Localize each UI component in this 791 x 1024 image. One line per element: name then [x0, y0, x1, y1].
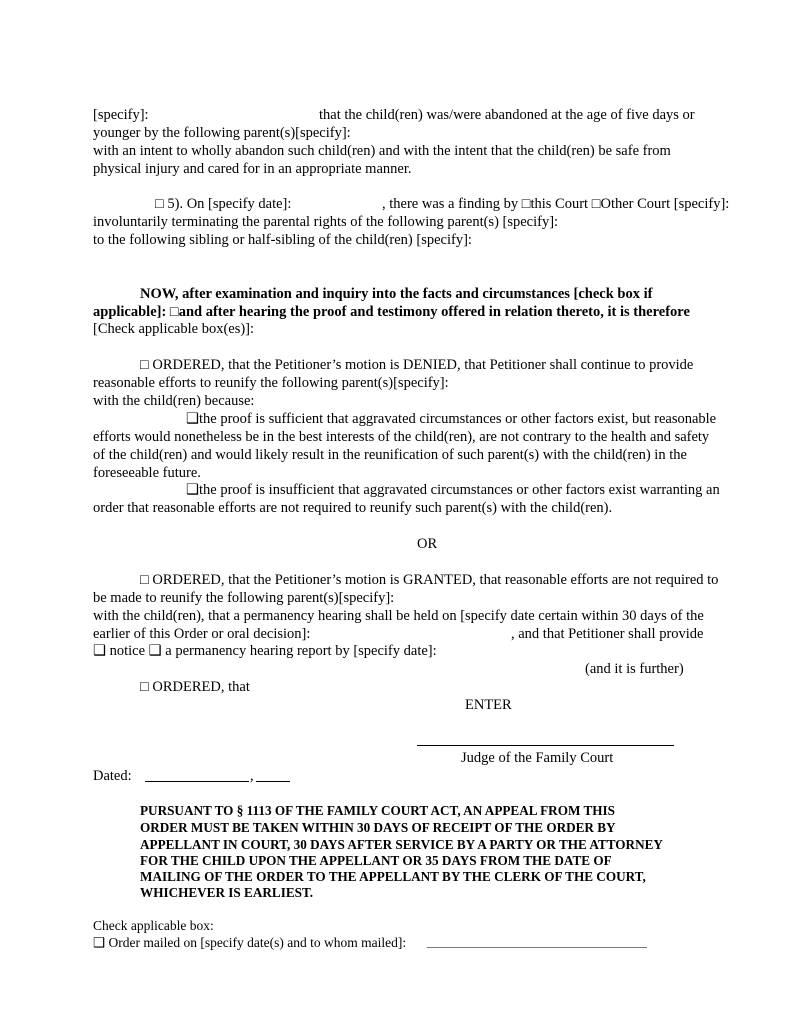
- order-mailed-field[interactable]: [427, 947, 647, 948]
- text-line: , and that Petitioner shall provide: [511, 626, 704, 642]
- specify-label: [specify]:: [93, 107, 149, 123]
- ordered-denied-checkbox[interactable]: □ ORDERED, that the Petitioner’s motion is DENIED, that Petitioner shall continue to provide: [140, 357, 694, 373]
- enter-label: ENTER: [465, 697, 512, 713]
- abandoned-clause: that the child(ren) was/were abandoned at the age of five days or: [319, 107, 695, 123]
- check-applicable-box-label: Check applicable box:: [93, 918, 214, 933]
- judge-signature-line[interactable]: [417, 745, 674, 746]
- text-line: to the following sibling or half-sibling of the child(ren) [specify]:: [93, 232, 472, 248]
- dated-month-day-field[interactable]: [145, 781, 249, 782]
- and-it-is-further: (and it is further): [585, 661, 684, 677]
- dated-comma: ,: [250, 768, 254, 784]
- finding-court-options[interactable]: , there was a finding by □this Court □Other Court [specify]:: [382, 196, 730, 212]
- appeal-notice-line: PURSUANT TO § 1113 OF THE FAMILY COURT ACT, AN APPEAL FROM THIS: [140, 803, 615, 818]
- appeal-notice-line: WHICHEVER IS EARLIEST.: [140, 885, 314, 900]
- finding-date-checkbox-label[interactable]: □ 5). On [specify date]:: [155, 196, 292, 212]
- appeal-notice-line: FOR THE CHILD UPON THE APPELLANT OR 35 DAYS FROM THE DATE OF: [140, 853, 612, 868]
- judge-title: Judge of the Family Court: [461, 750, 614, 766]
- notice-report-checkboxes[interactable]: ❑ notice ❑ a permanency hearing report by [specify date]:: [93, 643, 437, 659]
- text-line: physical injury and cared for in an appropriate manner.: [93, 161, 412, 177]
- appeal-notice-line: APPELLANT IN COURT, 30 DAYS AFTER SERVICE BY A PARTY OR THE ATTORNEY: [140, 837, 663, 852]
- or-separator: OR: [417, 536, 438, 552]
- text-line: involuntarily terminating the parental rights of the following parent(s) [specify]:: [93, 214, 559, 230]
- text-line: of the child(ren) and would likely result in the reunification of such parent(s) with the child(ren) in the: [93, 447, 687, 463]
- order-mailed-checkbox[interactable]: ❑ Order mailed on [specify date(s) and to whom mailed]:: [93, 935, 407, 950]
- text-line: with the child(ren) because:: [93, 393, 255, 409]
- proof-insufficient-checkbox[interactable]: ❑the proof is insufficient that aggravated circumstances or other factors exist warranting an: [186, 482, 720, 498]
- appeal-notice-line: MAILING OF THE ORDER TO THE APPELLANT BY THE CLERK OF THE COURT,: [140, 869, 646, 884]
- dated-year-field[interactable]: [256, 781, 290, 782]
- text-line: with an intent to wholly abandon such child(ren) and with the intent that the child(ren) be safe from: [93, 143, 671, 159]
- hearing-proof-checkbox-line[interactable]: applicable]: □and after hearing the proof and testimony offered in relation thereto, it is therefore: [93, 304, 690, 320]
- text-line: foreseeable future.: [93, 465, 201, 481]
- text-line: earlier of this Order or oral decision]:: [93, 626, 311, 642]
- dated-label: Dated:: [93, 768, 132, 784]
- text-line: efforts would nonetheless be in the best interests of the child(ren), are not contrary to the health and safety: [93, 429, 710, 445]
- appeal-notice-line: ORDER MUST BE TAKEN WITHIN 30 DAYS OF RECEIPT OF THE ORDER BY: [140, 820, 616, 835]
- ordered-granted-checkbox[interactable]: □ ORDERED, that the Petitioner’s motion is GRANTED, that reasonable efforts are not required to: [140, 572, 719, 588]
- text-line: order that reasonable efforts are not required to reunify such parent(s) with the child(ren).: [93, 500, 613, 516]
- ordered-that-checkbox[interactable]: □ ORDERED, that: [140, 679, 250, 695]
- text-line: younger by the following parent(s)[specify]:: [93, 125, 351, 141]
- text-line: reasonable efforts to reunify the following parent(s)[specify]:: [93, 375, 449, 391]
- now-heading: NOW, after examination and inquiry into the facts and circumstances [check box if: [140, 286, 653, 302]
- proof-sufficient-checkbox[interactable]: ❑the proof is sufficient that aggravated circumstances or other factors exist, but reasonable: [186, 411, 717, 427]
- text-line: be made to reunify the following parent(s)[specify]:: [93, 590, 395, 606]
- check-applicable-instruction: [Check applicable box(es)]:: [93, 321, 255, 337]
- text-line: with the child(ren), that a permanency hearing shall be held on [specify date certain within 30 days of the: [93, 608, 704, 624]
